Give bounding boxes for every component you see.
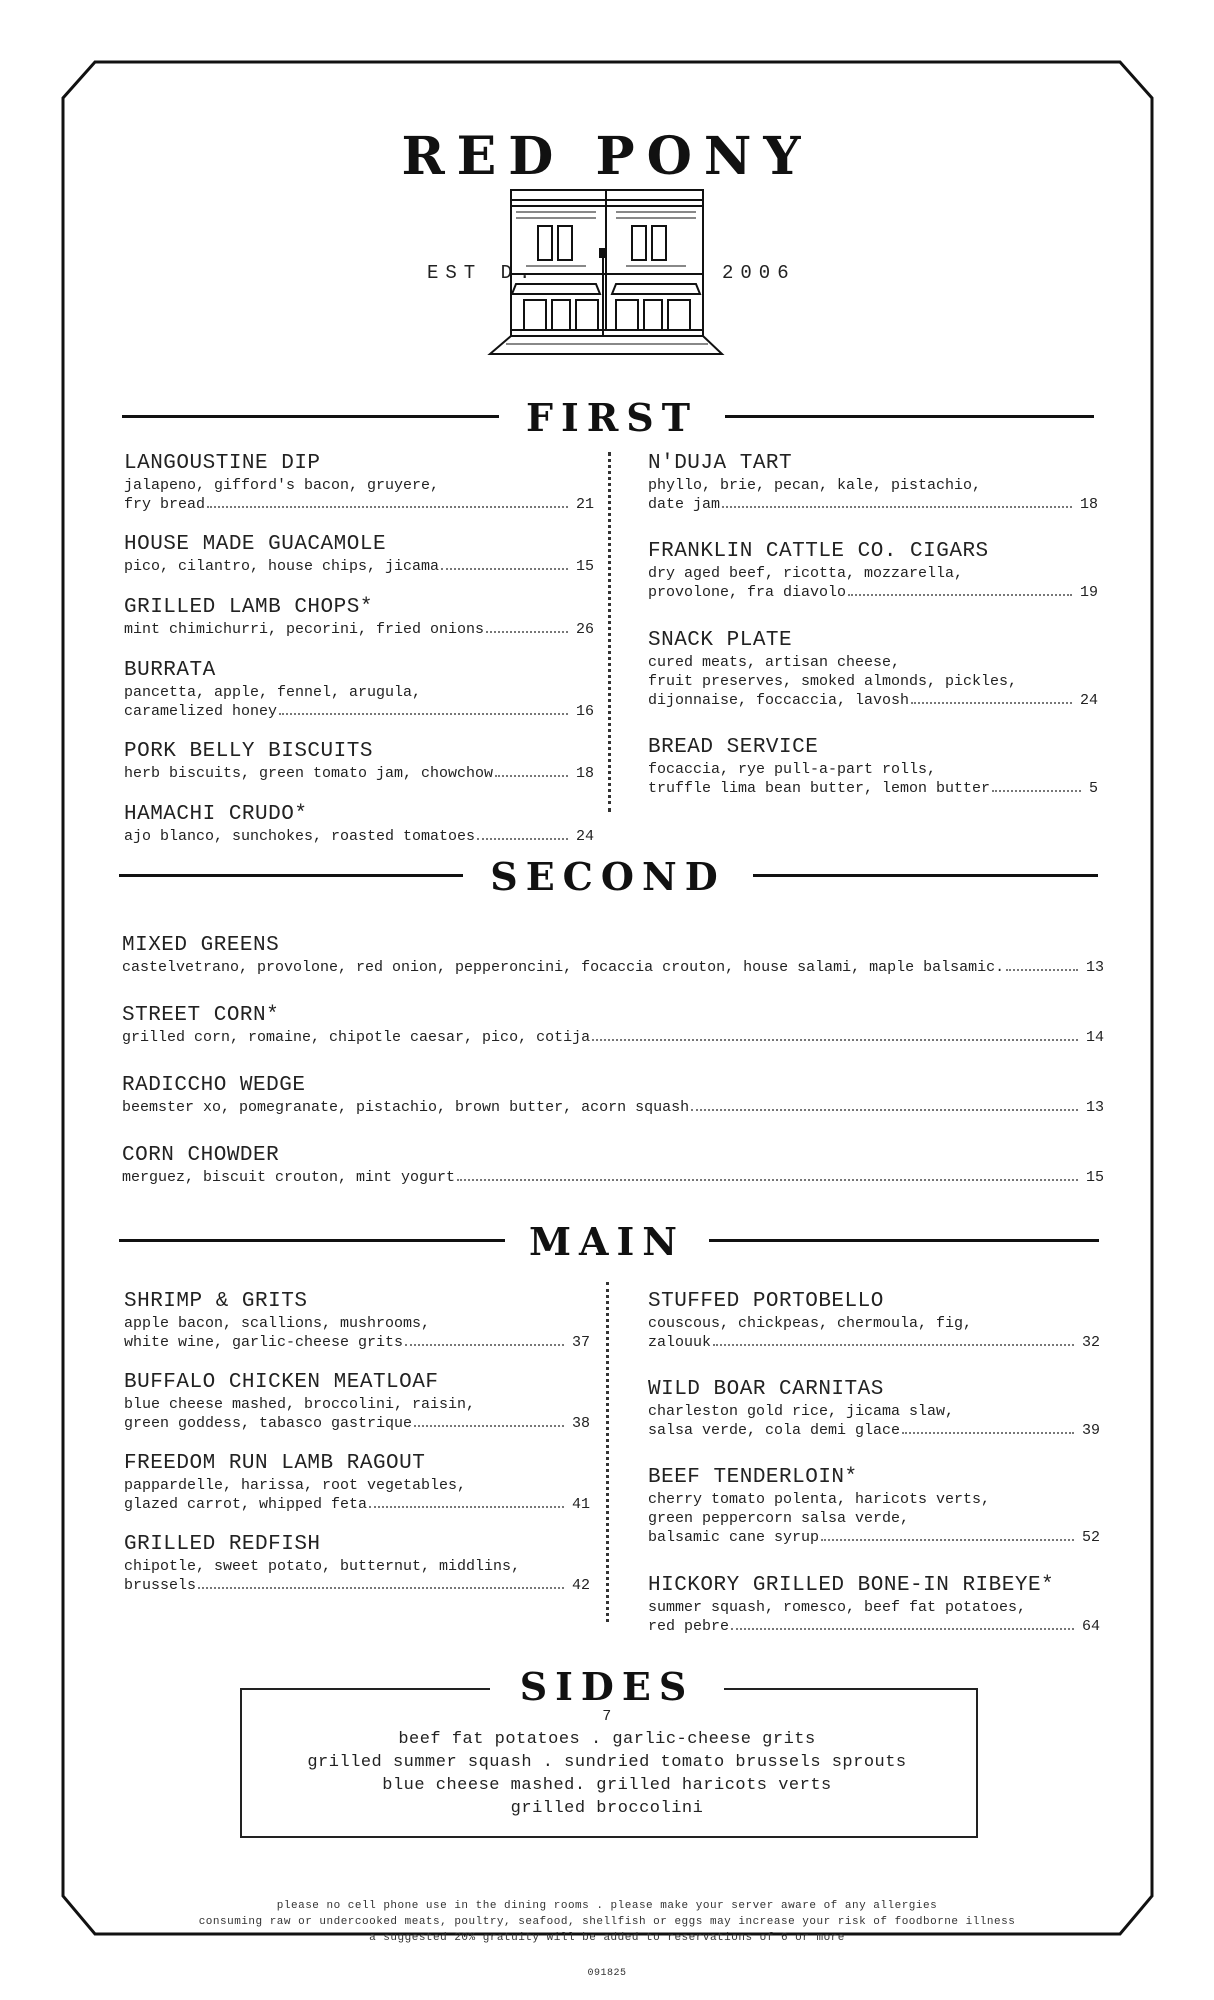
item-description: ajo blanco, sunchokes, roasted tomatoes [124, 828, 476, 845]
dot-leader [414, 1425, 564, 1427]
item-description-line-priced [124, 1495, 590, 1514]
item-description-line: jalapeno, gifford's bacon, gruyere, [124, 477, 440, 494]
menu-item [124, 452, 594, 514]
footer-note: please no cell phone use in the dining rooms . please make your server aware of any allergies [276, 1900, 938, 1912]
first-rule-left [122, 415, 499, 418]
item-name: BURRATA [124, 659, 216, 682]
dot-leader [592, 1039, 1078, 1041]
item-description-line: fruit preserves, smoked almonds, pickles, [648, 673, 1018, 690]
first-rule-right [725, 415, 1094, 418]
menu-item [124, 740, 594, 783]
item-description-line-priced [124, 1414, 590, 1433]
item-description-line: focaccia, rye pull-a-part rolls, [648, 761, 937, 778]
item-price: 15 [575, 558, 594, 575]
main-heading: MAIN [528, 1219, 686, 1264]
item-description-line-priced [122, 1028, 1104, 1047]
menu-item [648, 452, 1098, 514]
item-name: HAMACHI CRUDO* [124, 803, 308, 826]
item-description: brussels [124, 1577, 197, 1594]
item-description-line-priced [122, 958, 1104, 977]
dot-leader [992, 790, 1081, 792]
item-description: grilled corn, romaine, chipotle caesar, pico, cotija [122, 1029, 591, 1046]
item-name: GRILLED LAMB CHOPS* [124, 596, 373, 619]
item-description: date jam [648, 496, 721, 513]
item-description-line: pancetta, apple, fennel, arugula, [124, 684, 422, 701]
item-description: castelvetrano, provolone, red onion, pepperoncini, focaccia crouton, house salami, maple balsamic. [122, 959, 1005, 976]
item-description-line-priced [648, 691, 1098, 710]
second-rule-left [119, 874, 463, 877]
dot-leader [821, 1539, 1074, 1541]
item-price: 13 [1085, 959, 1104, 976]
item-description: glazed carrot, whipped feta [124, 1496, 368, 1513]
item-description-line-priced [648, 583, 1098, 602]
item-name: BEEF TENDERLOIN* [648, 1466, 858, 1489]
item-price: 18 [1079, 496, 1098, 513]
menu-item [124, 659, 594, 721]
item-name: BREAD SERVICE [648, 736, 819, 759]
item-description: merguez, biscuit crouton, mint yogurt [122, 1169, 456, 1186]
menu-item [122, 1004, 1104, 1047]
item-description-line: apple bacon, scallions, mushrooms, [124, 1315, 431, 1332]
second-rule-right [753, 874, 1098, 877]
main-column-divider [606, 1282, 609, 1622]
item-price: 26 [575, 621, 594, 638]
item-price: 37 [571, 1334, 590, 1351]
item-description-line: cured meats, artisan cheese, [648, 654, 901, 671]
menu-item [122, 1074, 1104, 1117]
menu-item [124, 533, 594, 576]
dot-leader [369, 1506, 564, 1508]
item-description-line-priced [122, 1098, 1104, 1117]
menu-item [648, 1574, 1100, 1636]
dot-leader [1006, 969, 1078, 971]
item-price: 15 [1085, 1169, 1104, 1186]
item-description: red pebre [648, 1618, 730, 1635]
item-description-line: charleston gold rice, jicama slaw, [648, 1403, 955, 1420]
storefront-illustration [486, 186, 726, 358]
item-description-line-priced [648, 1528, 1100, 1547]
dot-leader [477, 838, 568, 840]
item-description-line-priced [648, 1617, 1100, 1636]
item-price: 52 [1081, 1529, 1100, 1546]
main-rule-right [709, 1239, 1099, 1242]
menu-item [124, 1533, 590, 1595]
item-price: 16 [575, 703, 594, 720]
side-dish-line: grilled summer squash . sundried tomato brussels sprouts [307, 1753, 907, 1772]
item-description-line: dry aged beef, ricotta, mozzarella, [648, 565, 964, 582]
dot-leader [198, 1587, 564, 1589]
item-price: 19 [1079, 584, 1098, 601]
dot-leader [902, 1432, 1074, 1434]
dot-leader [722, 506, 1072, 508]
item-name: LANGOUSTINE DIP [124, 452, 321, 475]
dot-leader [486, 631, 568, 633]
item-description: pico, cilantro, house chips, jicama [124, 558, 440, 575]
menu-item [648, 1466, 1100, 1547]
item-description: truffle lima bean butter, lemon butter [648, 780, 991, 797]
estd-label: EST D. [427, 262, 538, 284]
dot-leader [441, 568, 568, 570]
menu-item [124, 1290, 590, 1352]
item-description-line-priced [124, 620, 594, 639]
main-rule-left [119, 1239, 505, 1242]
item-name: PORK BELLY BISCUITS [124, 740, 373, 763]
dot-leader [457, 1179, 1078, 1181]
item-price: 32 [1081, 1334, 1100, 1351]
dot-leader [713, 1344, 1074, 1346]
sides-heading: SIDES [490, 1664, 724, 1709]
menu-item [648, 540, 1098, 602]
item-name: N'DUJA TART [648, 452, 793, 475]
item-description-line: summer squash, romesco, beef fat potatoes, [648, 1599, 1027, 1616]
brand-name: RED PONY [401, 126, 813, 187]
item-price: 64 [1081, 1618, 1100, 1635]
item-name: CORN CHOWDER [122, 1144, 280, 1167]
item-description-line-priced [648, 1421, 1100, 1440]
item-price: 38 [571, 1415, 590, 1432]
item-price: 5 [1088, 780, 1098, 797]
item-price: 24 [1079, 692, 1098, 709]
item-name: HOUSE MADE GUACAMOLE [124, 533, 387, 556]
first-heading: FIRST [525, 395, 699, 440]
dot-leader [848, 594, 1072, 596]
item-price: 42 [571, 1577, 590, 1594]
item-price: 21 [575, 496, 594, 513]
item-description: mint chimichurri, pecorini, fried onions [124, 621, 485, 638]
item-description-line-priced [648, 495, 1098, 514]
item-description: salsa verde, cola demi glace [648, 1422, 901, 1439]
menu-code: 091825 [587, 1968, 627, 1979]
item-description-line: couscous, chickpeas, chermoula, fig, [648, 1315, 973, 1332]
item-price: 18 [575, 765, 594, 782]
second-heading: SECOND [490, 854, 726, 899]
item-description-line-priced [124, 827, 594, 846]
item-description-line: pappardelle, harissa, root vegetables, [124, 1477, 467, 1494]
item-name: GRILLED REDFISH [124, 1533, 321, 1556]
item-description-line-priced [124, 1576, 590, 1595]
item-description-line: blue cheese mashed, broccolini, raisin, [124, 1396, 476, 1413]
item-description-line-priced [124, 702, 594, 721]
item-name: SHRIMP & GRITS [124, 1290, 308, 1313]
item-price: 39 [1081, 1422, 1100, 1439]
menu-item [648, 1290, 1100, 1352]
item-name: HICKORY GRILLED BONE-IN RIBEYE* [648, 1574, 1055, 1597]
item-description: beemster xo, pomegranate, pistachio, brown butter, acorn squash [122, 1099, 690, 1116]
menu-item [124, 596, 594, 639]
item-description-line: phyllo, brie, pecan, kale, pistachio, [648, 477, 982, 494]
item-description-line-priced [124, 764, 594, 783]
item-name: MIXED GREENS [122, 934, 280, 957]
item-description: dijonnaise, foccaccia, lavosh [648, 692, 910, 709]
dot-leader [405, 1344, 564, 1346]
item-description-line-priced [648, 1333, 1100, 1352]
item-description-line-priced [122, 1168, 1104, 1187]
side-dish-line: beef fat potatoes . garlic-cheese grits [398, 1730, 816, 1749]
menu-item [124, 1452, 590, 1514]
dot-leader [495, 775, 568, 777]
item-description-line: chipotle, sweet potato, butternut, middlins, [124, 1558, 521, 1575]
item-name: STUFFED PORTOBELLO [648, 1290, 884, 1313]
side-dish-line: grilled broccolini [510, 1799, 704, 1818]
item-description-line: cherry tomato polenta, haricots verts, [648, 1491, 991, 1508]
side-dish-line: blue cheese mashed. grilled haricots verts [382, 1776, 832, 1795]
dot-leader [207, 506, 568, 508]
footer-note: a suggested 20% gratuity will be added to reservations of 6 or more [369, 1932, 845, 1944]
item-description: zalouuk [648, 1334, 712, 1351]
menu-item [648, 1378, 1100, 1440]
item-description-line-priced [124, 495, 594, 514]
estd-year: 2006 [722, 262, 796, 284]
menu-item [124, 803, 594, 846]
item-description: provolone, fra diavolo [648, 584, 847, 601]
menu-item [648, 736, 1098, 798]
item-name: WILD BOAR CARNITAS [648, 1378, 884, 1401]
item-description: white wine, garlic-cheese grits [124, 1334, 404, 1351]
item-description-line: green peppercorn salsa verde, [648, 1510, 910, 1527]
item-name: FREEDOM RUN LAMB RAGOUT [124, 1452, 426, 1475]
dot-leader [691, 1109, 1078, 1111]
item-name: BUFFALO CHICKEN MEATLOAF [124, 1371, 439, 1394]
dot-leader [911, 702, 1072, 704]
menu-item [122, 1144, 1104, 1187]
first-column-divider [608, 452, 611, 812]
item-price: 24 [575, 828, 594, 845]
sides-price: 7 [602, 1708, 612, 1725]
item-description: herb biscuits, green tomato jam, chowchow [124, 765, 494, 782]
item-description: caramelized honey [124, 703, 278, 720]
item-description-line-priced [124, 1333, 590, 1352]
item-price: 13 [1085, 1099, 1104, 1116]
item-price: 41 [571, 1496, 590, 1513]
item-price: 14 [1085, 1029, 1104, 1046]
item-description: green goddess, tabasco gastrique [124, 1415, 413, 1432]
footer-note: consuming raw or undercooked meats, poultry, seafood, shellfish or eggs may increase your risk of foodborne illness [198, 1916, 1016, 1928]
item-description-line-priced [648, 779, 1098, 798]
item-name: FRANKLIN CATTLE CO. CIGARS [648, 540, 989, 563]
item-name: STREET CORN* [122, 1004, 280, 1027]
item-name: RADICCHO WEDGE [122, 1074, 306, 1097]
dot-leader [279, 713, 568, 715]
item-description-line-priced [124, 557, 594, 576]
dot-leader [731, 1628, 1074, 1630]
menu-item [124, 1371, 590, 1433]
item-name: SNACK PLATE [648, 629, 793, 652]
item-description: balsamic cane syrup [648, 1529, 820, 1546]
menu-item [122, 934, 1104, 977]
menu-item [648, 629, 1098, 710]
item-description: fry bread [124, 496, 206, 513]
